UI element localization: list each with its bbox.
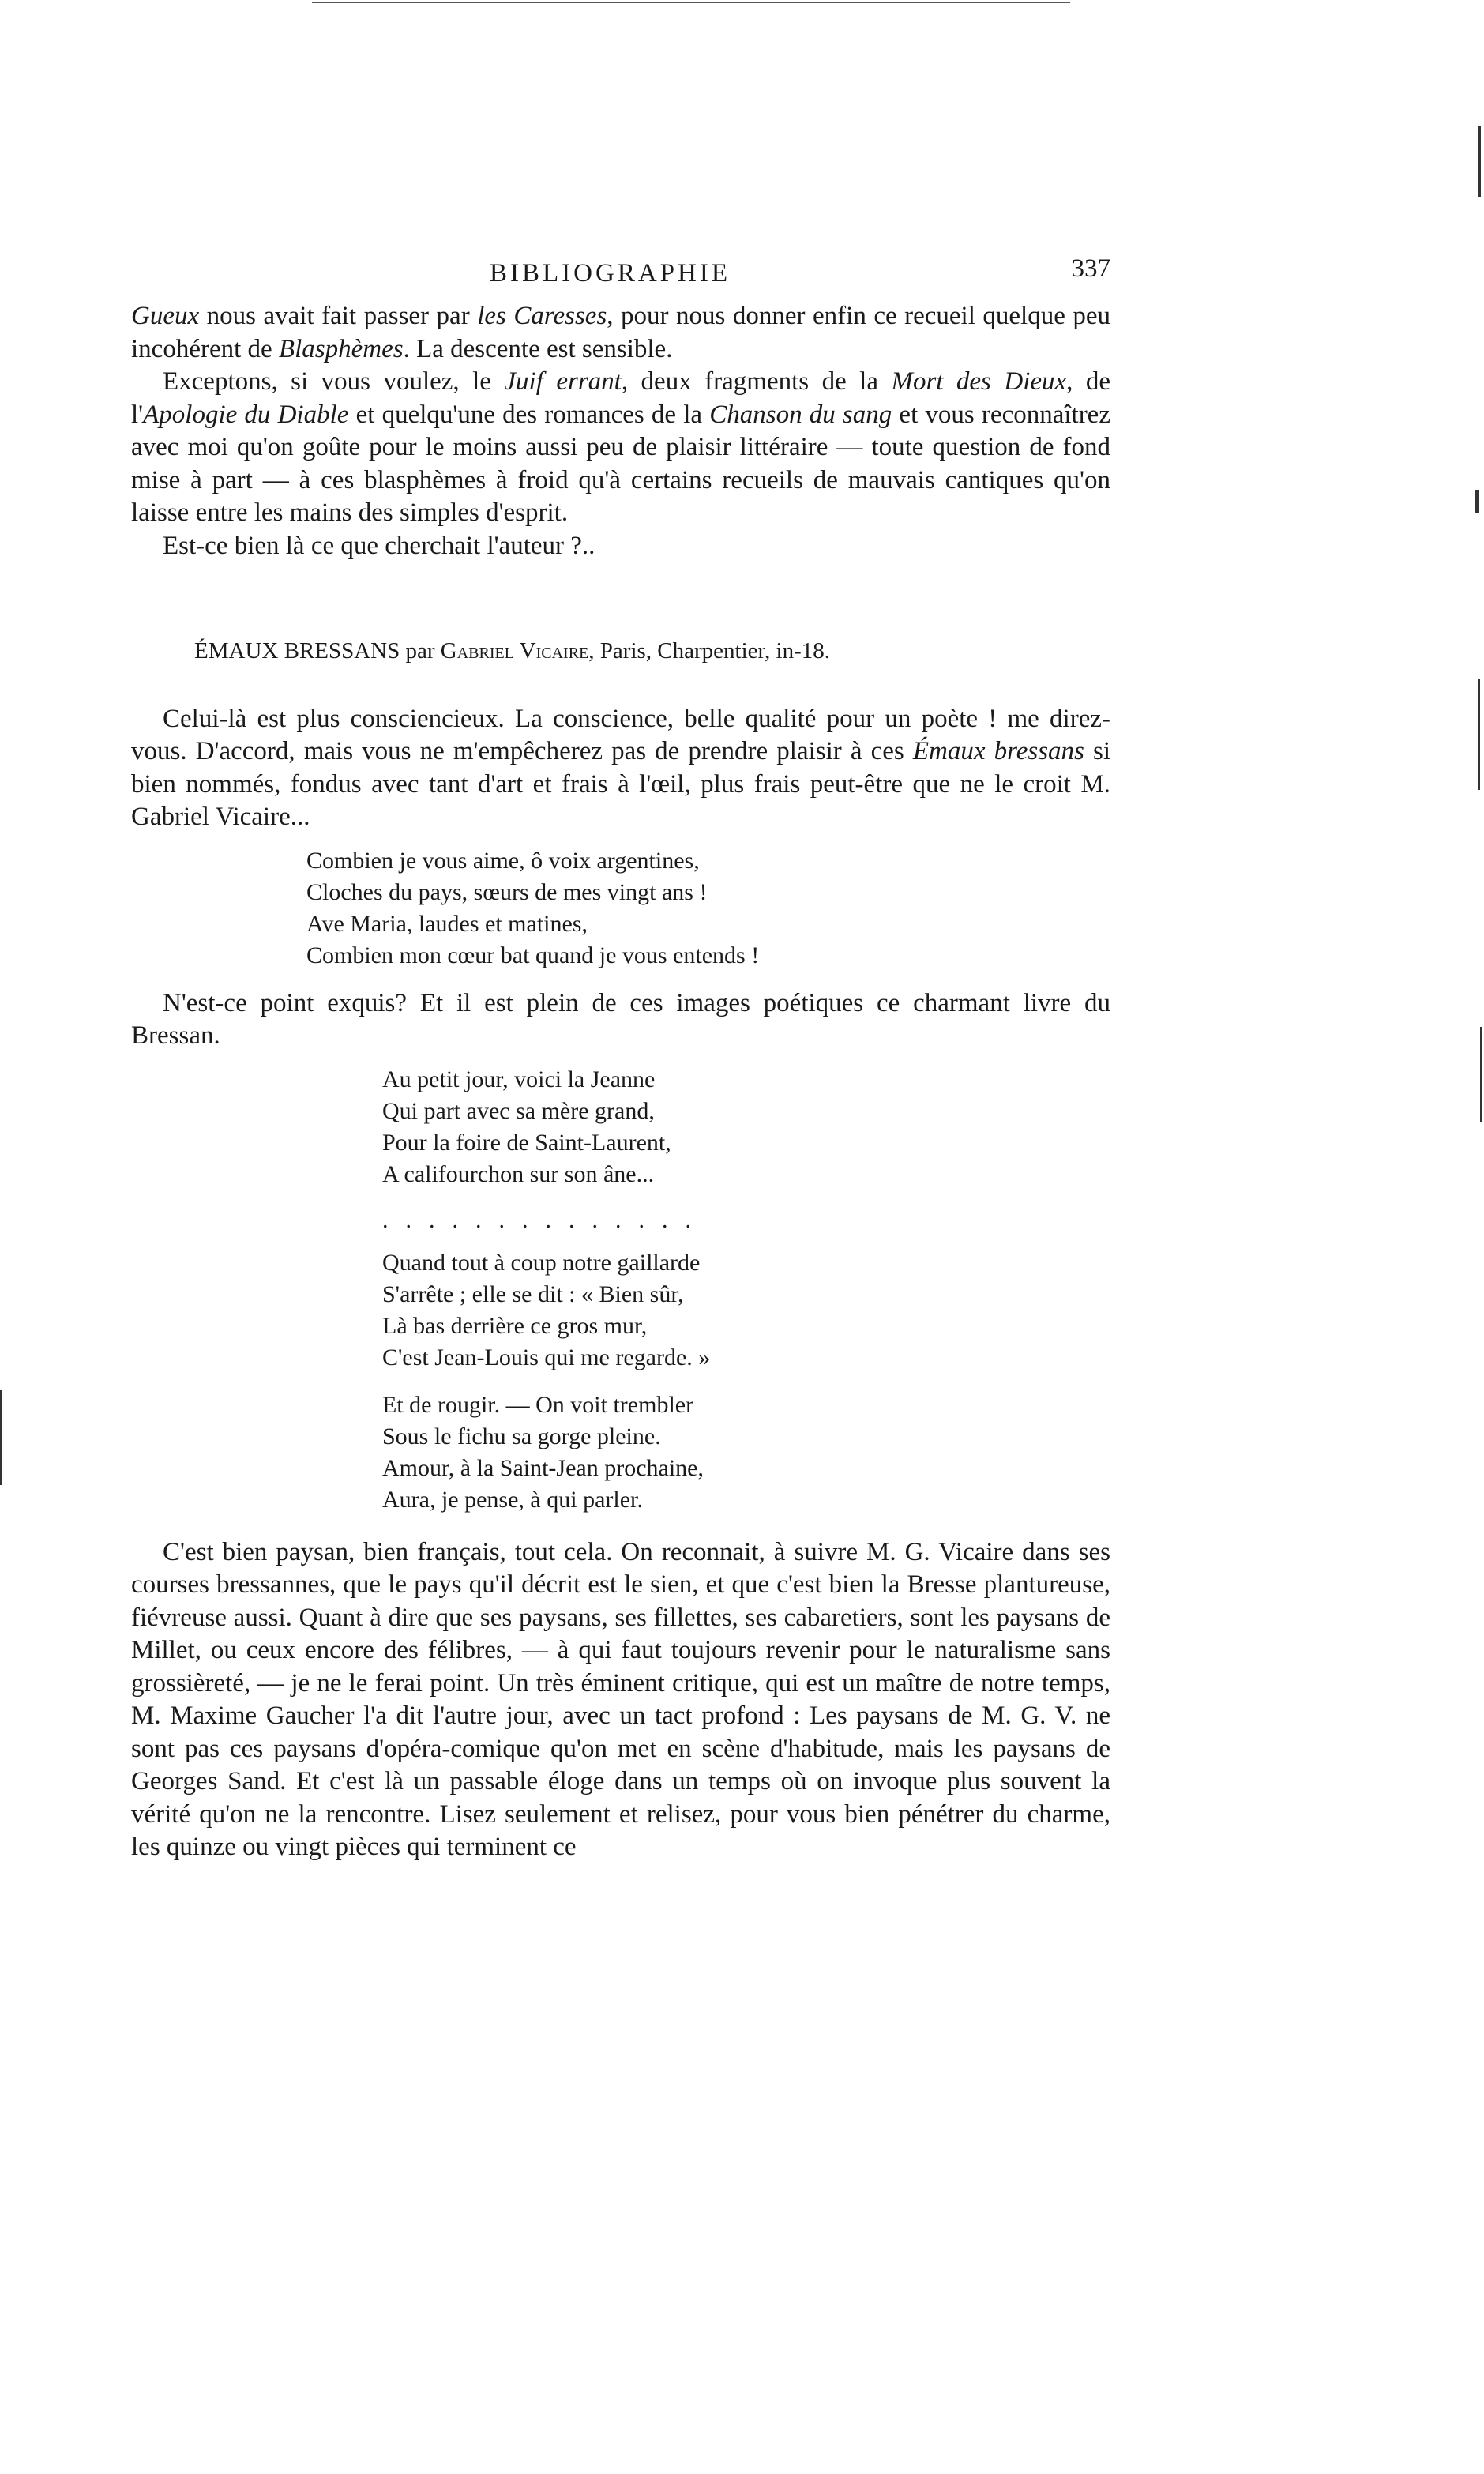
poem-stanza-rougir bbox=[382, 1389, 1110, 1516]
title-mort-des-dieux: Mort des Dieux bbox=[891, 367, 1067, 396]
verse-line: S'arrête ; elle se dit : « Bien sûr, bbox=[382, 1280, 684, 1307]
text-span: et quelqu'une des romances de la bbox=[348, 400, 710, 429]
scan-edge-mark bbox=[0, 1390, 2, 1485]
title-caresses: les Caresses bbox=[477, 302, 607, 330]
page-number: 337 bbox=[1071, 254, 1110, 283]
verse-line: Aura, je pense, à qui parler. bbox=[382, 1486, 643, 1513]
scan-edge-mark bbox=[1478, 126, 1481, 197]
verse-line: Sous le fichu sa gorge pleine. bbox=[382, 1423, 661, 1449]
scan-edge-mark bbox=[1480, 1027, 1482, 1122]
text-span: si bien nommés, fondus avec tant d'art et frais à l'œil, plus frais peut-être que ne le croit M. Gabriel Vicaire... bbox=[131, 737, 1110, 831]
text-span: nous avait fait passer par bbox=[199, 302, 478, 330]
title-chanson-du-sang: Chanson du sang bbox=[709, 400, 892, 429]
text-span: par bbox=[400, 638, 441, 664]
paragraph-exceptons bbox=[131, 366, 1110, 530]
page-content bbox=[131, 253, 1110, 1864]
review-title: ÉMAUX BRESSANS bbox=[194, 638, 400, 664]
verse-line: Cloches du pays, sœurs de mes vingt ans ! bbox=[306, 878, 708, 905]
verse-line: Et de rougir. — On voit trembler bbox=[382, 1391, 694, 1418]
poem-stanza-gaillarde bbox=[382, 1247, 1110, 1374]
verse-line: Combien mon cœur bat quand je vous entends ! bbox=[306, 942, 760, 968]
review-author: Gabriel Vicaire bbox=[440, 638, 589, 664]
scan-edge-mark bbox=[1478, 679, 1480, 790]
paragraph-exquis: N'est-ce point exquis? Et il est plein de ces images poétiques ce charmant livre du Bressan. bbox=[131, 988, 1110, 1050]
running-head: BIBLIOGRAPHIE bbox=[490, 259, 731, 288]
verse-line: Pour la foire de Saint-Laurent, bbox=[382, 1129, 671, 1156]
title-blasphemes: Blasphèmes bbox=[278, 334, 404, 363]
text-span: , deux fragments de la bbox=[621, 367, 892, 396]
text-span: , de l' bbox=[131, 367, 1111, 429]
text-span: Celui-là est plus consciencieux. La conscience, belle qualité pour un poète ! me direz-vous. D'accord, mais vous ne m'empêcherez pas de prendre plaisir à ces bbox=[131, 704, 1110, 765]
paragraph-paysan: C'est bien paysan, bien français, tout cela. On reconnait, à suivre M. G. Vicaire dans ses courses bressannes, que le pays qu'il décrit est le sien, et que c'est bien la Bresse plantureuse, fiévreuse aussi. Quant à dire que ses paysans, ses fillettes, ses cabaretiers, sont les paysans de Millet, ou ceux encore des félibres, — à qui faut toujours revenir pour le naturalisme sans grossièreté, — je ne le ferai point. Un très éminent critique, qui est un maître de notre temps, M. Maxime Gaucher l'a dit l'autre jour, avec un tact profond : Les paysans de M. G. V. ne sont pas ces paysans d'opéra-comique qu'on met en scène d'habitude, mais les paysans de Georges Sand. Et c'est là un passable éloge dans un temps où on invoque plus souvent la vérité qu'on ne la rencontre. Lisez seulement et relisez, pour vous bien pénétrer du charme, les quinze ou vingt pièces qui terminent ce bbox=[131, 1537, 1110, 1861]
verse-line: Au petit jour, voici la Jeanne bbox=[382, 1066, 656, 1092]
text-span: . La descente est sensible. bbox=[403, 334, 673, 363]
title-juif-errant: Juif errant bbox=[504, 367, 622, 396]
poem-stanza-jeanne bbox=[382, 1064, 1110, 1190]
top-rule bbox=[312, 2, 1070, 3]
scan-edge-mark bbox=[1475, 490, 1479, 513]
verse-line: Quand tout à coup notre gaillarde bbox=[382, 1249, 701, 1276]
title-emaux-bressans: Émaux bressans bbox=[912, 737, 1084, 765]
text-span: , pour nous donner enfin ce recueil quelque peu incohérent de bbox=[131, 302, 1110, 363]
paragraph-gueux bbox=[131, 300, 1110, 366]
paragraph-question: Est-ce bien là ce que cherchait l'auteur ?.. bbox=[163, 531, 595, 560]
verse-line: Ave Maria, laudes et matines, bbox=[306, 910, 588, 937]
review-publisher: , Paris, Charpentier, in-18. bbox=[588, 638, 830, 664]
poem-stanza-cloches bbox=[306, 845, 1110, 972]
title-gueux: Gueux bbox=[131, 302, 200, 330]
review-heading bbox=[131, 635, 1110, 668]
page-header bbox=[131, 253, 1110, 300]
text-span: et vous reconnaîtrez avec moi qu'on goûte pour le moins aussi peu de plaisir littéraire — toute question de fond mise à part — à ces blasphèmes à froid qu'à certains recueils de mauvais cantiques qu'on laisse entre les mains des simples d'esprit. bbox=[131, 400, 1110, 527]
verse-line: Là bas derrière ce gros mur, bbox=[382, 1312, 648, 1339]
ellipsis-line: .............. bbox=[382, 1206, 708, 1233]
verse-line: C'est Jean-Louis qui me regarde. » bbox=[382, 1344, 711, 1370]
verse-line: Amour, à la Saint-Jean prochaine, bbox=[382, 1454, 704, 1481]
paragraph-celui-la bbox=[131, 703, 1110, 834]
title-apologie: Apologie du Diable bbox=[143, 400, 349, 429]
verse-line: A califourchon sur son âne... bbox=[382, 1160, 655, 1187]
text-span: Exceptons, si vous voulez, le bbox=[163, 367, 505, 396]
verse-line: Combien je vous aime, ô voix argentines, bbox=[306, 847, 700, 874]
verse-line: Qui part avec sa mère grand, bbox=[382, 1097, 655, 1124]
